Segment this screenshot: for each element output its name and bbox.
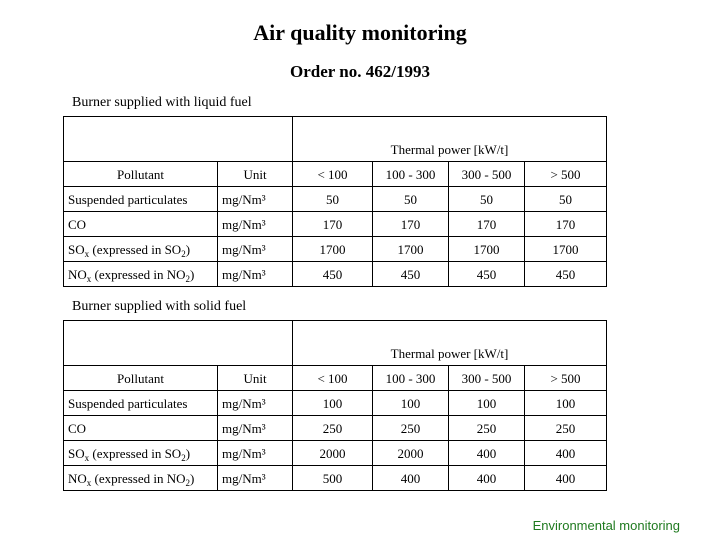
unit-cell: mg/Nm³	[218, 262, 293, 287]
table-header-group-row	[64, 117, 607, 162]
table-row	[64, 212, 607, 237]
pollutant-cell: $SO_x$ (expressed in $SO_2$)	[64, 237, 218, 262]
value-cell: 1700	[373, 237, 449, 262]
value-cell: 50	[373, 187, 449, 212]
value-cell: 170	[449, 212, 525, 237]
footer-caption: Environmental monitoring	[532, 518, 680, 533]
value-cell: 400	[373, 466, 449, 491]
solid-fuel-table	[63, 320, 607, 491]
table-row	[64, 391, 607, 416]
value-cell: 100	[525, 391, 607, 416]
solid-fuel-label: Burner supplied with solid fuel	[72, 299, 247, 314]
column-header: < 100	[293, 366, 373, 391]
table-row	[64, 416, 607, 441]
value-cell: 450	[293, 262, 373, 287]
pollutant-cell: Suspended particulates	[64, 391, 218, 416]
table-header-row	[64, 366, 607, 391]
value-cell: 250	[525, 416, 607, 441]
table-row	[64, 466, 607, 491]
value-cell: 170	[525, 212, 607, 237]
column-header: < 100	[293, 162, 373, 187]
column-header: 300 - 500	[449, 162, 525, 187]
value-cell: 400	[525, 466, 607, 491]
value-cell: 2000	[373, 441, 449, 466]
unit-cell: mg/Nm³	[218, 237, 293, 262]
column-header: Pollutant	[64, 162, 218, 187]
value-cell: 450	[449, 262, 525, 287]
value-cell: 50	[449, 187, 525, 212]
column-header: 300 - 500	[449, 366, 525, 391]
value-cell: 250	[449, 416, 525, 441]
value-cell: 100	[373, 391, 449, 416]
liquid-fuel-table	[63, 116, 607, 287]
unit-cell: mg/Nm³	[218, 212, 293, 237]
value-cell: 170	[373, 212, 449, 237]
table-row	[64, 262, 607, 287]
pollutant-cell: CO	[64, 212, 218, 237]
table-header-group-row	[64, 321, 607, 366]
pollutant-cell: $SO_x$ (expressed in $SO_2$)	[64, 441, 218, 466]
thermal-power-header: Thermal power [kW/t]	[293, 117, 607, 162]
column-header: > 500	[525, 162, 607, 187]
column-header: > 500	[525, 366, 607, 391]
value-cell: 250	[373, 416, 449, 441]
pollutant-cell: $NO_x$ (expressed in $NO_2$)	[64, 262, 218, 287]
value-cell: 100	[449, 391, 525, 416]
unit-cell: mg/Nm³	[218, 187, 293, 212]
value-cell: 170	[293, 212, 373, 237]
unit-cell: mg/Nm³	[218, 441, 293, 466]
value-cell: 450	[525, 262, 607, 287]
value-cell: 1700	[449, 237, 525, 262]
pollutant-cell: $NO_x$ (expressed in $NO_2$)	[64, 466, 218, 491]
table-header-row	[64, 162, 607, 187]
liquid-fuel-label: Burner supplied with liquid fuel	[72, 95, 252, 110]
value-cell: 1700	[525, 237, 607, 262]
value-cell: 50	[525, 187, 607, 212]
value-cell: 1700	[293, 237, 373, 262]
value-cell: 400	[525, 441, 607, 466]
page-subtitle: Order no. 462/1993	[290, 62, 430, 81]
column-header: 100 - 300	[373, 366, 449, 391]
thermal-power-header: Thermal power [kW/t]	[293, 321, 607, 366]
pollutant-cell: Suspended particulates	[64, 187, 218, 212]
page-title: Air quality monitoring	[253, 20, 467, 45]
pollutant-cell: CO	[64, 416, 218, 441]
value-cell: 400	[449, 466, 525, 491]
column-header: Pollutant	[64, 366, 218, 391]
value-cell: 250	[293, 416, 373, 441]
unit-cell: mg/Nm³	[218, 466, 293, 491]
value-cell: 2000	[293, 441, 373, 466]
column-header: 100 - 300	[373, 162, 449, 187]
column-header: Unit	[218, 162, 293, 187]
column-header: Unit	[218, 366, 293, 391]
value-cell: 500	[293, 466, 373, 491]
unit-cell: mg/Nm³	[218, 391, 293, 416]
table-row	[64, 187, 607, 212]
value-cell: 50	[293, 187, 373, 212]
table-row	[64, 441, 607, 466]
value-cell: 100	[293, 391, 373, 416]
value-cell: 400	[449, 441, 525, 466]
table-row	[64, 237, 607, 262]
value-cell: 450	[373, 262, 449, 287]
unit-cell: mg/Nm³	[218, 416, 293, 441]
